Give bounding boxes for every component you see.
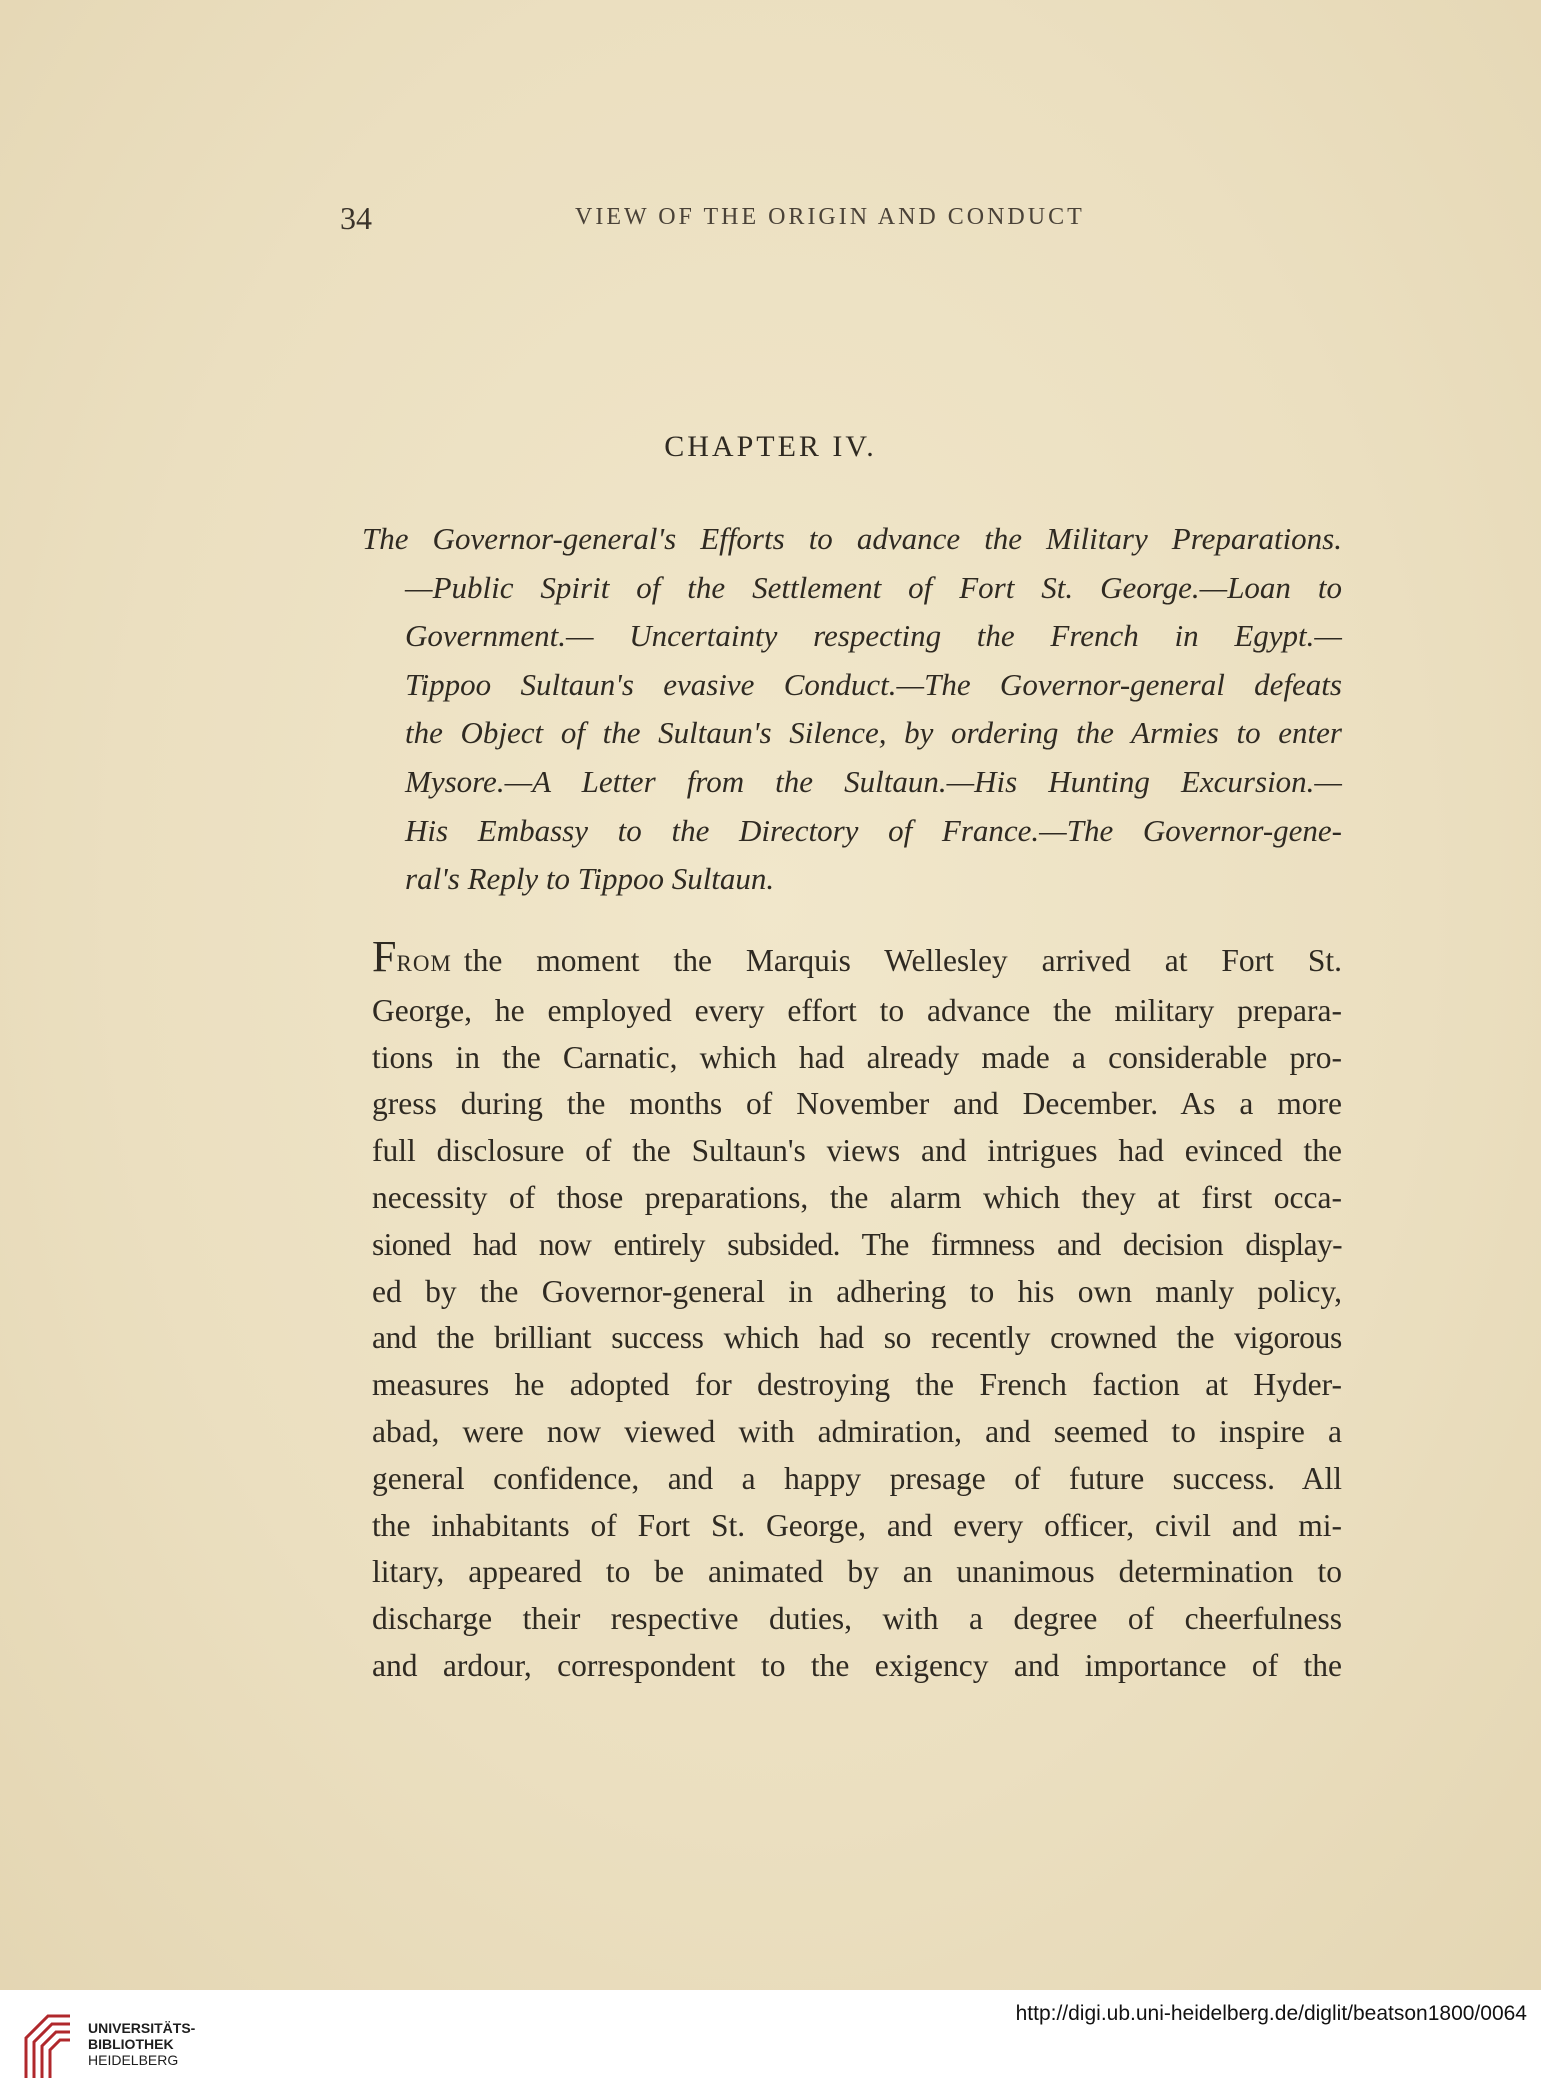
summary-line: —Public Spirit of the Settlement of Fort St. George.—Loan to (405, 569, 1342, 605)
small-caps-word: ROM (396, 951, 452, 976)
body-line: sioned had now entirely subsided. The firmness and decision display- (372, 1226, 1342, 1262)
body-line: ed by the Governor-general in adhering to his own manly policy, (372, 1273, 1342, 1309)
library-name (88, 2020, 195, 2068)
library-name-line: HEIDELBERG (88, 2052, 179, 2068)
summary-line: Tippoo Sultaun's evasive Conduct.—The Governor-general defeats (405, 666, 1342, 702)
body-line: gress during the months of November and December. As a more (372, 1086, 1342, 1122)
source-url-link[interactable]: http://digi.ub.uni-heidelberg.de/diglit/beatson1800/0064 (1015, 2002, 1527, 2025)
summary-line: The Governor-general's Efforts to advance the Military Preparations. (362, 521, 1342, 556)
body-line: the inhabitants of Fort St. George, and every officer, civil and mi- (372, 1507, 1342, 1543)
footer-bar (0, 1990, 1541, 2100)
chapter-summary (362, 515, 1342, 904)
chapter-title: CHAPTER IV. (664, 430, 877, 463)
body-line: discharge their respective duties, with a degree of cheerfulness (372, 1601, 1342, 1637)
body-line: full disclosure of the Sultaun's views and intrigues had evinced the (372, 1133, 1342, 1169)
body-line-text: the moment the Marquis Wellesley arrived at Fort St. (463, 943, 1342, 978)
body-line: litary, appeared to be animated by an unanimous determination to (372, 1554, 1342, 1590)
summary-line: ral's Reply to Tippoo Sultaun. (405, 861, 775, 897)
library-name-line: BIBLIOTHEK (88, 2036, 174, 2052)
drop-initial: F (372, 932, 397, 981)
body-line: necessity of those preparations, the alarm which they at first occa- (372, 1179, 1342, 1215)
summary-line: Government.— Uncertainty respecting the French in Egypt.— (405, 618, 1342, 654)
body-paragraph (372, 932, 1342, 1690)
library-logo-icon (18, 2008, 78, 2084)
body-line (372, 932, 1342, 988)
body-line: George, he employed every effort to advance the military prepara- (372, 992, 1342, 1028)
running-head (340, 200, 1340, 240)
summary-line: the Object of the Sultaun's Silence, by ordering the Armies to enter (405, 715, 1342, 751)
body-line: and the brilliant success which had so recently crowned the vigorous (372, 1320, 1342, 1356)
summary-line: His Embassy to the Directory of France.—The Governor-gene- (405, 812, 1342, 848)
body-line: abad, were now viewed with admiration, and seemed to inspire a (372, 1413, 1342, 1449)
body-line: measures he adopted for destroying the French faction at Hyder- (372, 1367, 1342, 1403)
running-title: VIEW OF THE ORIGIN AND CONDUCT (575, 204, 1085, 230)
summary-line: Mysore.—A Letter from the Sultaun.—His Hunting Excursion.— (405, 763, 1342, 799)
library-name-line: UNIVERSITÄTS- (88, 2020, 196, 2036)
body-line: and ardour, correspondent to the exigency and importance of the (372, 1647, 1342, 1683)
body-line: general confidence, and a happy presage of future success. All (372, 1460, 1342, 1496)
body-line: tions in the Carnatic, which had already made a considerable pro- (372, 1039, 1342, 1075)
page-number: 34 (340, 200, 372, 236)
